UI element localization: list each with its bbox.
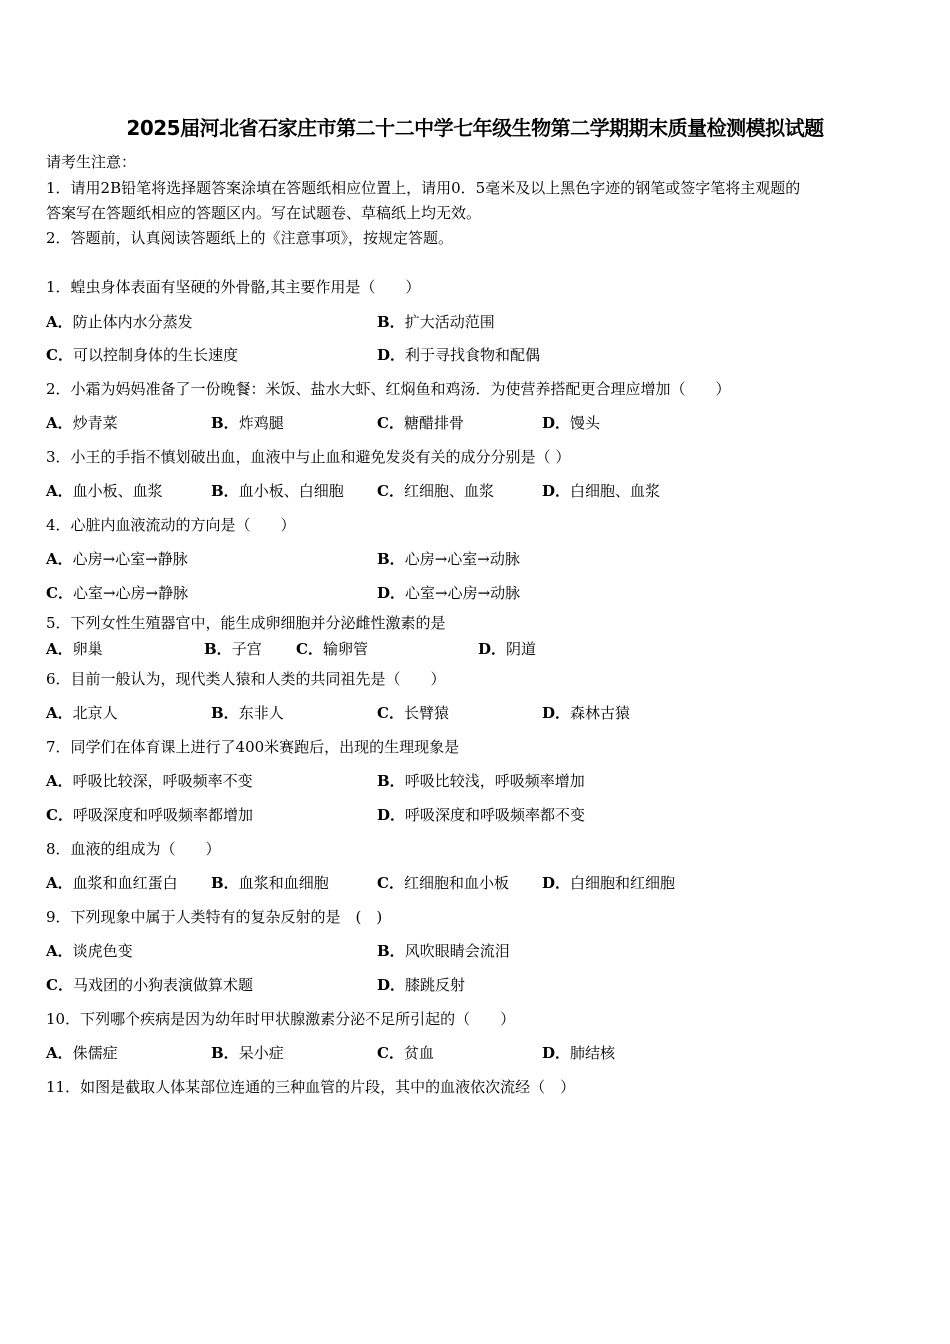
question-7-option-a[interactable]: [46, 771, 253, 791]
option-letter: B．: [211, 874, 239, 892]
question-10-option-c[interactable]: [377, 1043, 434, 1063]
option-letter: B．: [377, 942, 405, 960]
option-letter: C．: [377, 1044, 404, 1062]
question-8-option-b[interactable]: [211, 873, 329, 893]
option-letter: A．: [46, 640, 73, 658]
option-text: 糖醋排骨: [403, 414, 464, 432]
question-5-option-b[interactable]: [204, 639, 262, 659]
option-letter: A．: [46, 1044, 73, 1062]
option-letter: D．: [478, 640, 507, 658]
question-7-option-b[interactable]: [377, 771, 585, 791]
question-4-stem: 4．心脏内血液流动的方向是（ ）: [46, 516, 296, 534]
option-text: 红细胞和血小板: [403, 874, 509, 892]
option-text: 东非人: [238, 704, 284, 722]
option-text: 血小板、血浆: [72, 482, 163, 500]
option-text: 炒青菜: [72, 414, 118, 432]
option-text: 肺结核: [570, 1044, 616, 1062]
option-text: 利于寻找食物和配偶: [405, 346, 541, 364]
question-6-option-b[interactable]: [211, 703, 284, 723]
option-letter: D．: [377, 346, 406, 364]
option-text: 炸鸡腿: [238, 414, 284, 432]
question-8-option-a[interactable]: [46, 873, 178, 893]
option-text: 血小板、白细胞: [238, 482, 344, 500]
question-11-stem: 11．如图是截取人体某部位连通的三种血管的片段，其中的血液依次流经（ ）: [46, 1078, 576, 1096]
option-letter: C．: [377, 704, 404, 722]
question-1-stem: 1．蝗虫身体表面有坚硬的外骨骼,其主要作用是（ ）: [46, 278, 421, 296]
option-text: 输卵管: [322, 640, 368, 658]
option-letter: D．: [542, 414, 571, 432]
option-text: 谈虎色变: [72, 942, 133, 960]
question-6-option-a[interactable]: [46, 703, 118, 723]
option-text: 心室→心房→静脉: [72, 584, 189, 602]
option-text: 森林古猿: [570, 704, 631, 722]
option-letter: D．: [542, 704, 571, 722]
question-10-option-b[interactable]: [211, 1043, 284, 1063]
option-letter: A．: [46, 704, 73, 722]
question-8-option-d[interactable]: [542, 873, 675, 893]
notice-heading: 请考生注意：: [46, 153, 137, 171]
question-9-option-b[interactable]: [377, 941, 510, 961]
option-text: 贫血: [403, 1044, 434, 1062]
question-3-option-c[interactable]: [377, 481, 494, 501]
page-title: 2025届河北省石家庄市第二十二中学七年级生物第二学期期末质量检测模拟试题: [126, 116, 824, 140]
option-letter: D．: [542, 874, 571, 892]
option-text: 子宫: [231, 640, 262, 658]
question-2-option-d[interactable]: [542, 413, 600, 433]
option-letter: C．: [377, 482, 404, 500]
option-text: 防止体内水分蒸发: [72, 313, 193, 331]
option-text: 馒头: [570, 414, 601, 432]
option-text: 可以控制身体的生长速度: [72, 346, 238, 364]
question-3-option-d[interactable]: [542, 481, 660, 501]
question-1-option-c[interactable]: [46, 345, 238, 365]
option-letter: C．: [46, 584, 73, 602]
question-8-stem: 8．血液的组成为（ ）: [46, 840, 221, 858]
option-text: 风吹眼睛会流泪: [404, 942, 510, 960]
question-6-option-d[interactable]: [542, 703, 630, 723]
question-4-option-a[interactable]: [46, 549, 188, 569]
option-letter: A．: [46, 414, 73, 432]
question-9-option-a[interactable]: [46, 941, 133, 961]
option-letter: B．: [204, 640, 232, 658]
question-5-stem: 5．下列女性生殖器官中，能生成卵细胞并分泌雌性激素的是: [46, 614, 446, 632]
notice-line-1b: 答案写在答题纸相应的答题区内。写在试题卷、草稿纸上均无效。: [46, 204, 482, 222]
option-letter: D．: [542, 482, 571, 500]
question-4-option-b[interactable]: [377, 549, 520, 569]
question-10-option-d[interactable]: [542, 1043, 615, 1063]
option-letter: D．: [377, 976, 406, 994]
question-7-option-d[interactable]: [377, 805, 585, 825]
question-9-stem: 9．下列现象中属于人类特有的复杂反射的是 ( ): [46, 908, 383, 926]
option-text: 呆小症: [238, 1044, 284, 1062]
option-text: 心房→心室→静脉: [72, 550, 188, 568]
question-3-stem: 3．小王的手指不慎划破出血，血液中与止血和避免发炎有关的成分分别是（ ）: [46, 448, 571, 466]
question-4-option-c[interactable]: [46, 583, 188, 603]
option-text: 白细胞、血浆: [570, 482, 661, 500]
option-text: 阴道: [506, 640, 537, 658]
option-text: 卵巢: [72, 640, 103, 658]
question-2-option-b[interactable]: [211, 413, 284, 433]
question-10-option-a[interactable]: [46, 1043, 118, 1063]
option-letter: B．: [211, 482, 239, 500]
question-3-option-a[interactable]: [46, 481, 163, 501]
option-letter: C．: [46, 806, 73, 824]
question-8-option-c[interactable]: [377, 873, 509, 893]
option-letter: D．: [542, 1044, 571, 1062]
notice-line-1: 1．请用2B铅笔将选择题答案涂填在答题纸相应位置上，请用0．5毫米及以上黑色字迹的钢笔或签字笔将主观题的: [46, 179, 801, 197]
option-text: 扩大活动范围: [404, 313, 495, 331]
option-letter: C．: [46, 976, 73, 994]
question-7-option-c[interactable]: [46, 805, 253, 825]
question-5-option-c[interactable]: [296, 639, 368, 659]
question-2-option-c[interactable]: [377, 413, 464, 433]
option-letter: A．: [46, 482, 73, 500]
option-letter: B．: [211, 1044, 239, 1062]
option-text: 呼吸深度和呼吸频率都不变: [405, 806, 586, 824]
option-text: 白细胞和红细胞: [570, 874, 676, 892]
option-text: 心室→心房→动脉: [405, 584, 521, 602]
option-letter: A．: [46, 313, 73, 331]
question-9-option-c[interactable]: [46, 975, 253, 995]
option-letter: B．: [211, 414, 239, 432]
option-letter: C．: [46, 346, 73, 364]
option-text: 马戏团的小狗表演做算术题: [72, 976, 253, 994]
option-text: 膝跳反射: [405, 976, 466, 994]
option-text: 血浆和血红蛋白: [72, 874, 178, 892]
option-text: 呼吸深度和呼吸频率都增加: [72, 806, 253, 824]
option-letter: B．: [377, 550, 405, 568]
question-7-stem: 7．同学们在体育课上进行了400米赛跑后，出现的生理现象是: [46, 738, 460, 756]
option-text: 侏儒症: [72, 1044, 118, 1062]
option-text: 呼吸比较深，呼吸频率不变: [72, 772, 253, 790]
option-text: 长臂猿: [403, 704, 449, 722]
option-text: 北京人: [72, 704, 118, 722]
option-letter: A．: [46, 942, 73, 960]
question-10-stem: 10．下列哪个疾病是因为幼年时甲状腺激素分泌不足所引起的（ ）: [46, 1010, 516, 1028]
question-1-option-b[interactable]: [377, 312, 495, 332]
question-1-option-d[interactable]: [377, 345, 540, 365]
question-1-option-a[interactable]: [46, 312, 193, 332]
option-letter: D．: [377, 584, 406, 602]
question-4-option-d[interactable]: [377, 583, 520, 603]
option-text: 心房→心室→动脉: [404, 550, 520, 568]
question-2-option-a[interactable]: [46, 413, 118, 433]
option-letter: C．: [296, 640, 323, 658]
option-text: 血浆和血细胞: [238, 874, 329, 892]
option-text: 红细胞、血浆: [403, 482, 494, 500]
option-letter: B．: [377, 313, 405, 331]
option-text: 呼吸比较浅，呼吸频率增加: [404, 772, 585, 790]
question-5-option-d[interactable]: [478, 639, 536, 659]
question-6-stem: 6．目前一般认为，现代类人猿和人类的共同祖先是（ ）: [46, 670, 446, 688]
option-letter: B．: [211, 704, 239, 722]
option-letter: A．: [46, 772, 73, 790]
question-3-option-b[interactable]: [211, 481, 344, 501]
option-letter: C．: [377, 874, 404, 892]
question-2-stem: 2．小霜为妈妈准备了一份晚餐：米饭、盐水大虾、红焖鱼和鸡汤．为使营养搭配更合理应增加（ ）: [46, 380, 731, 398]
notice-line-2: 2．答题前，认真阅读答题纸上的《注意事项》，按规定答题。: [46, 229, 454, 247]
question-5-option-a[interactable]: [46, 639, 103, 659]
option-letter: D．: [377, 806, 406, 824]
question-9-option-d[interactable]: [377, 975, 465, 995]
option-letter: A．: [46, 874, 73, 892]
option-letter: C．: [377, 414, 404, 432]
option-letter: B．: [377, 772, 405, 790]
option-letter: A．: [46, 550, 73, 568]
question-6-option-c[interactable]: [377, 703, 449, 723]
